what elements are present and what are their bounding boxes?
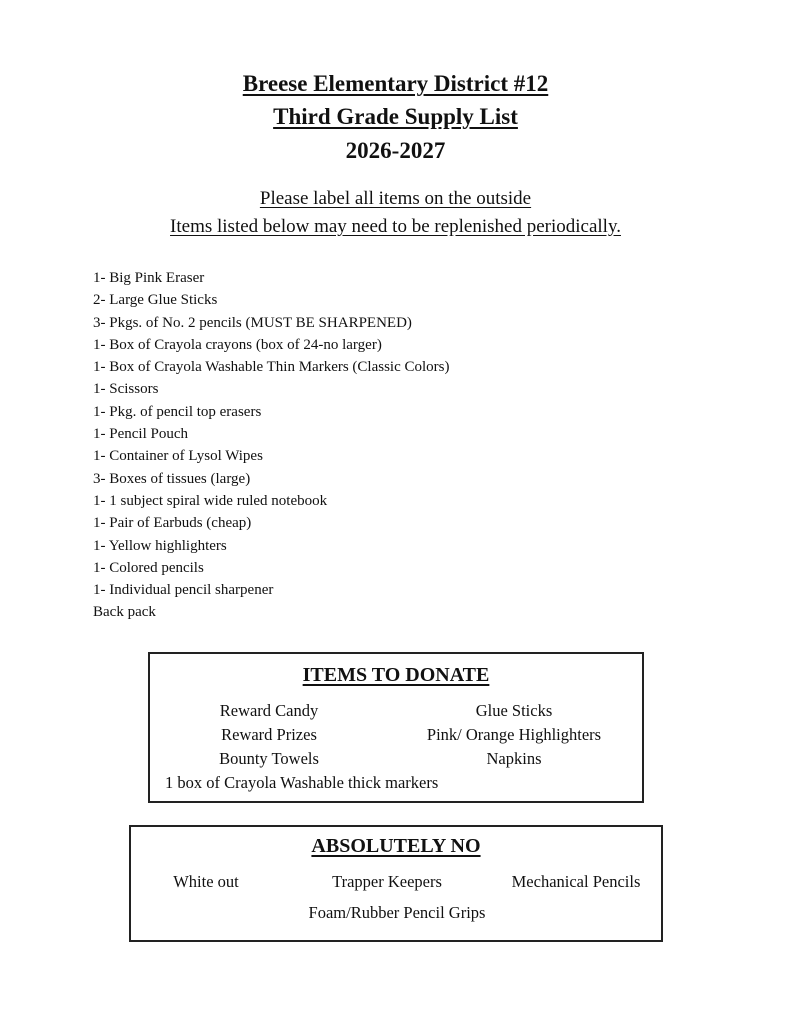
- forbidden-item: Trapper Keepers: [332, 872, 442, 891]
- list-item: 1- Scissors: [93, 381, 159, 398]
- list-item: 1- Box of Crayola crayons (box of 24-no larger): [93, 336, 382, 353]
- list-item: 1- Pencil Pouch: [93, 426, 188, 443]
- forbidden-item: White out: [173, 872, 239, 891]
- list-item: 3- Boxes of tissues (large): [93, 470, 251, 487]
- list-item: 1- Colored pencils: [93, 559, 204, 576]
- school-year: 2026-2027: [345, 138, 446, 163]
- donate-item: Reward Prizes: [221, 725, 317, 744]
- donate-item: Bounty Towels: [219, 749, 319, 768]
- list-item: 1- Box of Crayola Washable Thin Markers (Classic Colors): [93, 359, 450, 376]
- list-item: 3- Pkgs. of No. 2 pencils (MUST BE SHARPENED): [93, 314, 412, 331]
- forbidden-item: Mechanical Pencils: [511, 872, 641, 891]
- list-item: Back pack: [93, 604, 156, 621]
- list-item: 2- Large Glue Sticks: [93, 292, 218, 309]
- donate-item: Pink/ Orange Highlighters: [426, 725, 602, 744]
- donate-item: 1 box of Crayola Washable thick markers: [165, 773, 439, 792]
- forbidden-title: ABSOLUTELY NO: [311, 835, 481, 857]
- list-item: 1- Big Pink Eraser: [93, 270, 205, 286]
- list-item: 1- 1 subject spiral wide ruled notebook: [93, 492, 328, 509]
- list-item: 1- Individual pencil sharpener: [93, 582, 274, 599]
- donate-title: ITEMS TO DONATE: [302, 664, 490, 686]
- forbidden-box: [129, 825, 663, 942]
- donate-box: [148, 652, 644, 803]
- list-item: 1- Pkg. of pencil top erasers: [93, 403, 262, 420]
- donate-item: Reward Candy: [219, 701, 319, 720]
- list-title: Third Grade Supply List: [273, 104, 518, 129]
- donate-item: Glue Sticks: [475, 701, 553, 720]
- label-note: Please label all items on the outside: [259, 188, 532, 209]
- donate-item: Napkins: [486, 749, 542, 768]
- district-title: Breese Elementary District #12: [242, 71, 549, 96]
- supply-list: [93, 267, 450, 624]
- replenish-note: Items listed below may need to be replenished periodically.: [170, 216, 621, 237]
- list-item: 1- Pair of Earbuds (cheap): [93, 515, 252, 532]
- list-item: 1- Yellow highlighters: [93, 537, 227, 554]
- list-item: 1- Container of Lysol Wipes: [93, 448, 263, 465]
- forbidden-item: Foam/Rubber Pencil Grips: [308, 903, 486, 922]
